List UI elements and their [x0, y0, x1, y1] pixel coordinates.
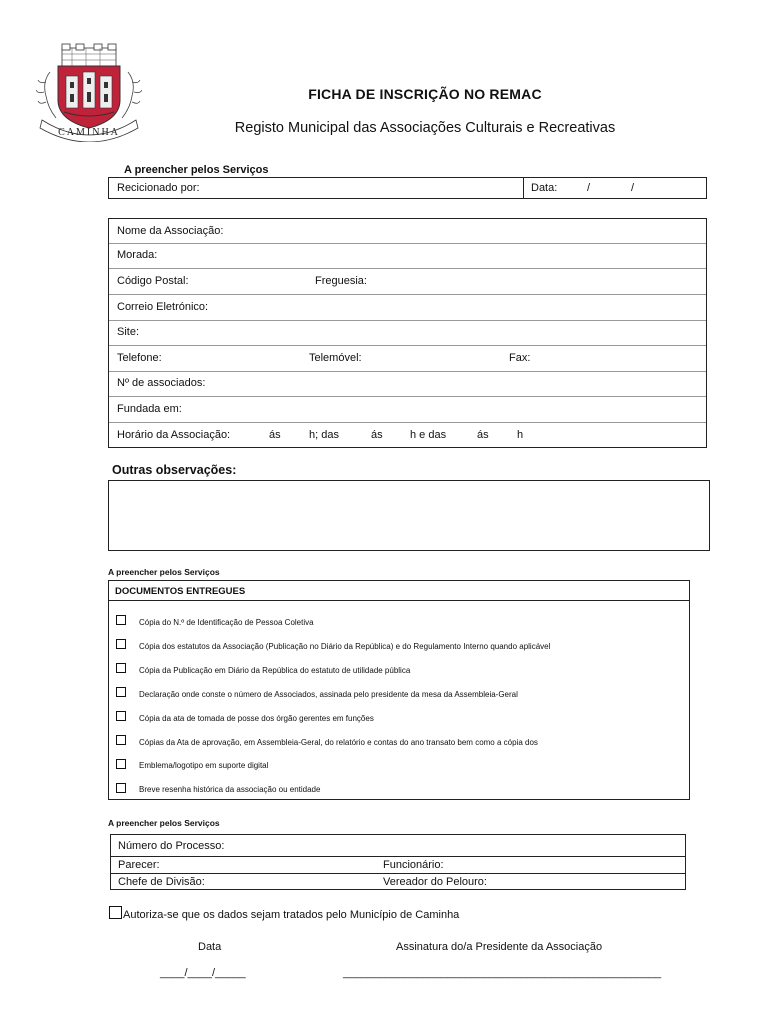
row-divider [109, 396, 706, 397]
doc-checkbox[interactable] [116, 711, 126, 721]
documents-section-label: A preencher pelos Serviços [108, 567, 220, 577]
observations-heading: Outras observações: [112, 463, 237, 477]
email-field[interactable]: Correio Eletrónico: [117, 301, 209, 313]
doc-checkbox[interactable] [116, 735, 126, 745]
documents-divider [109, 600, 689, 601]
doc-checkbox[interactable] [116, 663, 126, 673]
consent-checkbox[interactable] [109, 906, 122, 919]
postal-code-field[interactable]: Código Postal: [117, 275, 189, 287]
parish-field[interactable]: Freguesia: [315, 275, 367, 287]
row-divider [109, 371, 706, 372]
form-title: FICHA DE INSCRIÇÃO NO REMAC [308, 86, 542, 102]
doc-item: Cópia do N.º de Identificação de Pessoa Coletiva [139, 618, 314, 627]
mobile-field[interactable]: Telemóvel: [309, 352, 362, 364]
employee-field[interactable]: Funcionário: [383, 859, 444, 871]
president-signature-label: Assinatura do/a Presidente da Associação [396, 941, 603, 953]
founded-field[interactable]: Fundada em: [117, 403, 182, 415]
crest-ribbon-text: CAMINHA [58, 127, 120, 138]
divider [523, 178, 524, 198]
association-name-field[interactable]: Nome da Associação: [117, 225, 224, 237]
documents-box [108, 580, 690, 800]
doc-item: Cópias da Ata de aprovação, em Assembleia-Geral, do relatório e contas do ano transato bem como a cópia dos [139, 738, 538, 747]
phone-field[interactable]: Telefone: [117, 352, 162, 364]
signature-line[interactable]: ____________________________________________________ [343, 967, 662, 979]
hours-as-1: ás [269, 429, 281, 441]
doc-checkbox[interactable] [116, 615, 126, 625]
doc-item: Breve resenha histórica da associação ou entidade [139, 785, 321, 794]
doc-checkbox[interactable] [116, 759, 126, 769]
site-field[interactable]: Site: [117, 326, 140, 338]
association-info-box [108, 218, 707, 448]
hours-h: h [517, 429, 524, 441]
form-subtitle: Registo Municipal das Associações Culturais e Recreativas [234, 120, 616, 136]
hours-field[interactable]: Horário da Associação: [117, 429, 231, 441]
received-by-box [108, 177, 707, 199]
councillor-field[interactable]: Vereador do Pelouro: [383, 876, 487, 888]
services-heading-top: A preencher pelos Serviços [124, 164, 269, 176]
date-separator: / [631, 182, 635, 194]
row-divider [109, 320, 706, 321]
signature-date-label: Data [198, 941, 222, 953]
hours-hedas: h e das [410, 429, 447, 441]
doc-item: Emblema/logotipo em suporte digital [139, 761, 269, 770]
hours-as-3: ás [477, 429, 489, 441]
row-divider [109, 243, 706, 244]
doc-checkbox[interactable] [116, 639, 126, 649]
process-box [110, 834, 686, 890]
doc-item: Cópia dos estatutos da Associação (Publicação no Diário da República) e do Regulamento Interno quando aplicável [139, 642, 551, 651]
row-divider [111, 856, 685, 857]
row-divider [109, 268, 706, 269]
date-separator: / [587, 182, 591, 194]
members-field[interactable]: Nº de associados: [117, 377, 206, 389]
hours-as-2: ás [371, 429, 383, 441]
observations-textarea[interactable] [108, 480, 710, 551]
address-field[interactable]: Morada: [117, 249, 158, 261]
hours-hdas: h; das [309, 429, 339, 441]
row-divider [109, 422, 706, 423]
consent-text: Autoriza-se que os dados sejam tratados pelo Município de Caminha [123, 909, 460, 921]
doc-checkbox[interactable] [116, 687, 126, 697]
doc-item: Cópia da Publicação em Diário da República do estatuto de utilidade pública [139, 666, 411, 675]
row-divider [109, 345, 706, 346]
row-divider [109, 294, 706, 295]
process-section-label: A preencher pelos Serviços [108, 818, 220, 828]
documents-heading: DOCUMENTOS ENTREGUES [115, 586, 246, 597]
fax-field[interactable]: Fax: [509, 352, 531, 364]
division-head-field[interactable]: Chefe de Divisão: [118, 876, 205, 888]
received-by-label: Recicionado por: [117, 182, 200, 194]
caminha-crest-logo [36, 42, 142, 142]
doc-item: Cópia da ata de tomada de posse dos órgão gerentes em funções [139, 714, 374, 723]
received-date-label: Data: [531, 182, 558, 194]
doc-item: Declaração onde conste o número de Associados, assinada pelo presidente da mesa da Assembleia-Geral [139, 690, 518, 699]
opinion-field[interactable]: Parecer: [118, 859, 160, 871]
doc-checkbox[interactable] [116, 783, 126, 793]
process-number-field[interactable]: Número do Processo: [118, 840, 225, 852]
row-divider [111, 873, 685, 874]
date-blank[interactable]: ____/____/_____ [160, 967, 246, 979]
